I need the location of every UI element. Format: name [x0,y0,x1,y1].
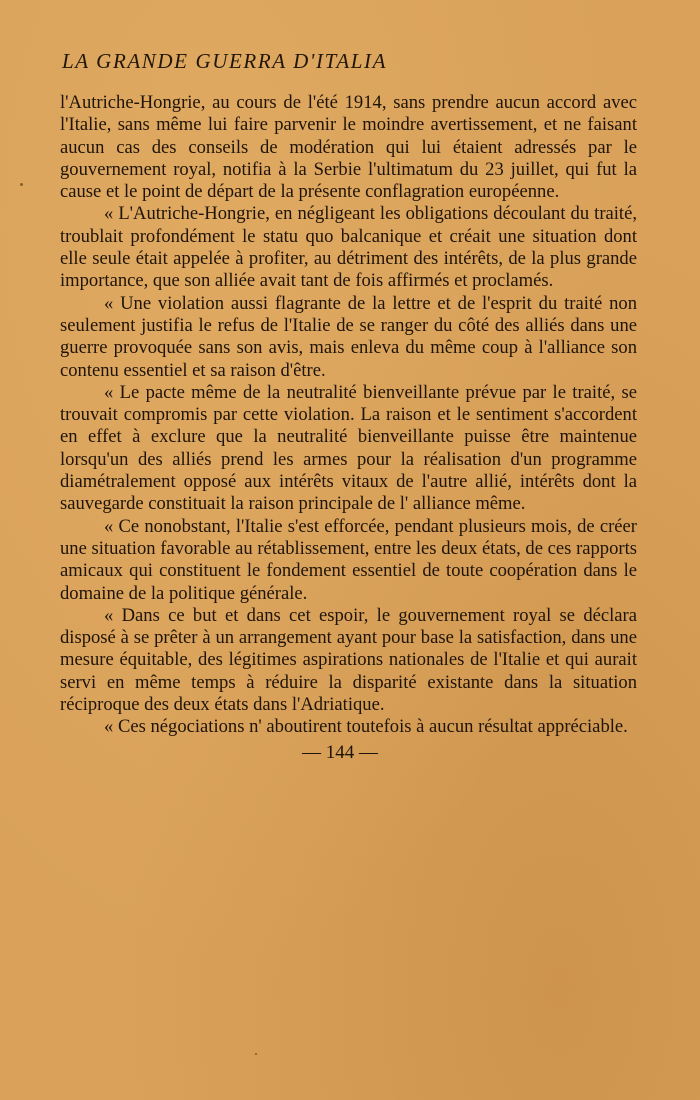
paragraph-6: « Dans ce but et dans cet espoir, le gouvernement royal se déclara disposé à se prêter à un arrangement ayant pour base la satisfaction, dans une mesure équitable, des légitimes aspirations nationales de l'Italie et qui aurait servi en même temps à réduire la disparité existante dans la situation réciproque des deux états dans l'Adriatique. [60,604,637,716]
book-page [60,48,637,765]
paper-speck [255,1053,257,1055]
page-number: — 144 — [302,741,378,763]
paragraph-3: « Une violation aussi flagrante de la lettre et de l'esprit du traité non seulement justifia le refus de l'Italie de se ranger du côté des alliés dans une guerre provoquée sans son avis, mais enleva du même coup à l'alliance son contenu essentiel et sa raison d'être. [60,292,637,381]
paragraph-2: « L'Autriche-Hongrie, en négligeant les obligations découlant du traité, troublait profondément le statu quo balcanique et créait une situation dont elle seule était appelée à profiter, au détriment des intérêts, de la plus grande importance, que son alliée avait tant de fois affirmés et proclamés. [60,203,637,292]
paragraph-7: « Ces négociations n' aboutirent toutefois à aucun résultat appréciable. [104,716,628,738]
body-text [60,92,637,739]
paragraph-5: « Ce nonobstant, l'Italie s'est efforcée, pendant plusieurs mois, de créer une situation favorable au rétablissement, entre les deux états, de ces rapports amicaux qui constituent le fondement essentiel de toute coopération dans le domaine de la politique générale. [60,515,637,604]
running-head: LA GRANDE GUERRA D'ITALIA [62,49,388,73]
paper-speck [20,183,23,186]
paragraph-4: « Le pacte même de la neutralité bienveillante prévue par le traité, se trouvait compromis par cette violation. La raison et le sentiment s'accordent en effet à exclure que la neutralité bienveillante puisse être maintenue lorsqu'un des alliés prend les armes pour la réalisation d'un programme diamétralement opposé aux intérêts vitaux de l'autre allié, intérêts dont la sauvegarde constituait la raison principale de l' alliance même. [60,381,637,515]
paragraph-1: l'Autriche-Hongrie, au cours de l'été 1914, sans prendre aucun accord avec l'Italie, sans même lui faire parvenir le moindre avertissement, et ne faisant aucun cas des conseils de modération qui lui étaient adressés par le gouvernement royal, notifia à la Serbie l'ultimatum du 23 juillet, qui fut la cause et le point de départ de la présente conflagration européenne. [60,92,637,203]
